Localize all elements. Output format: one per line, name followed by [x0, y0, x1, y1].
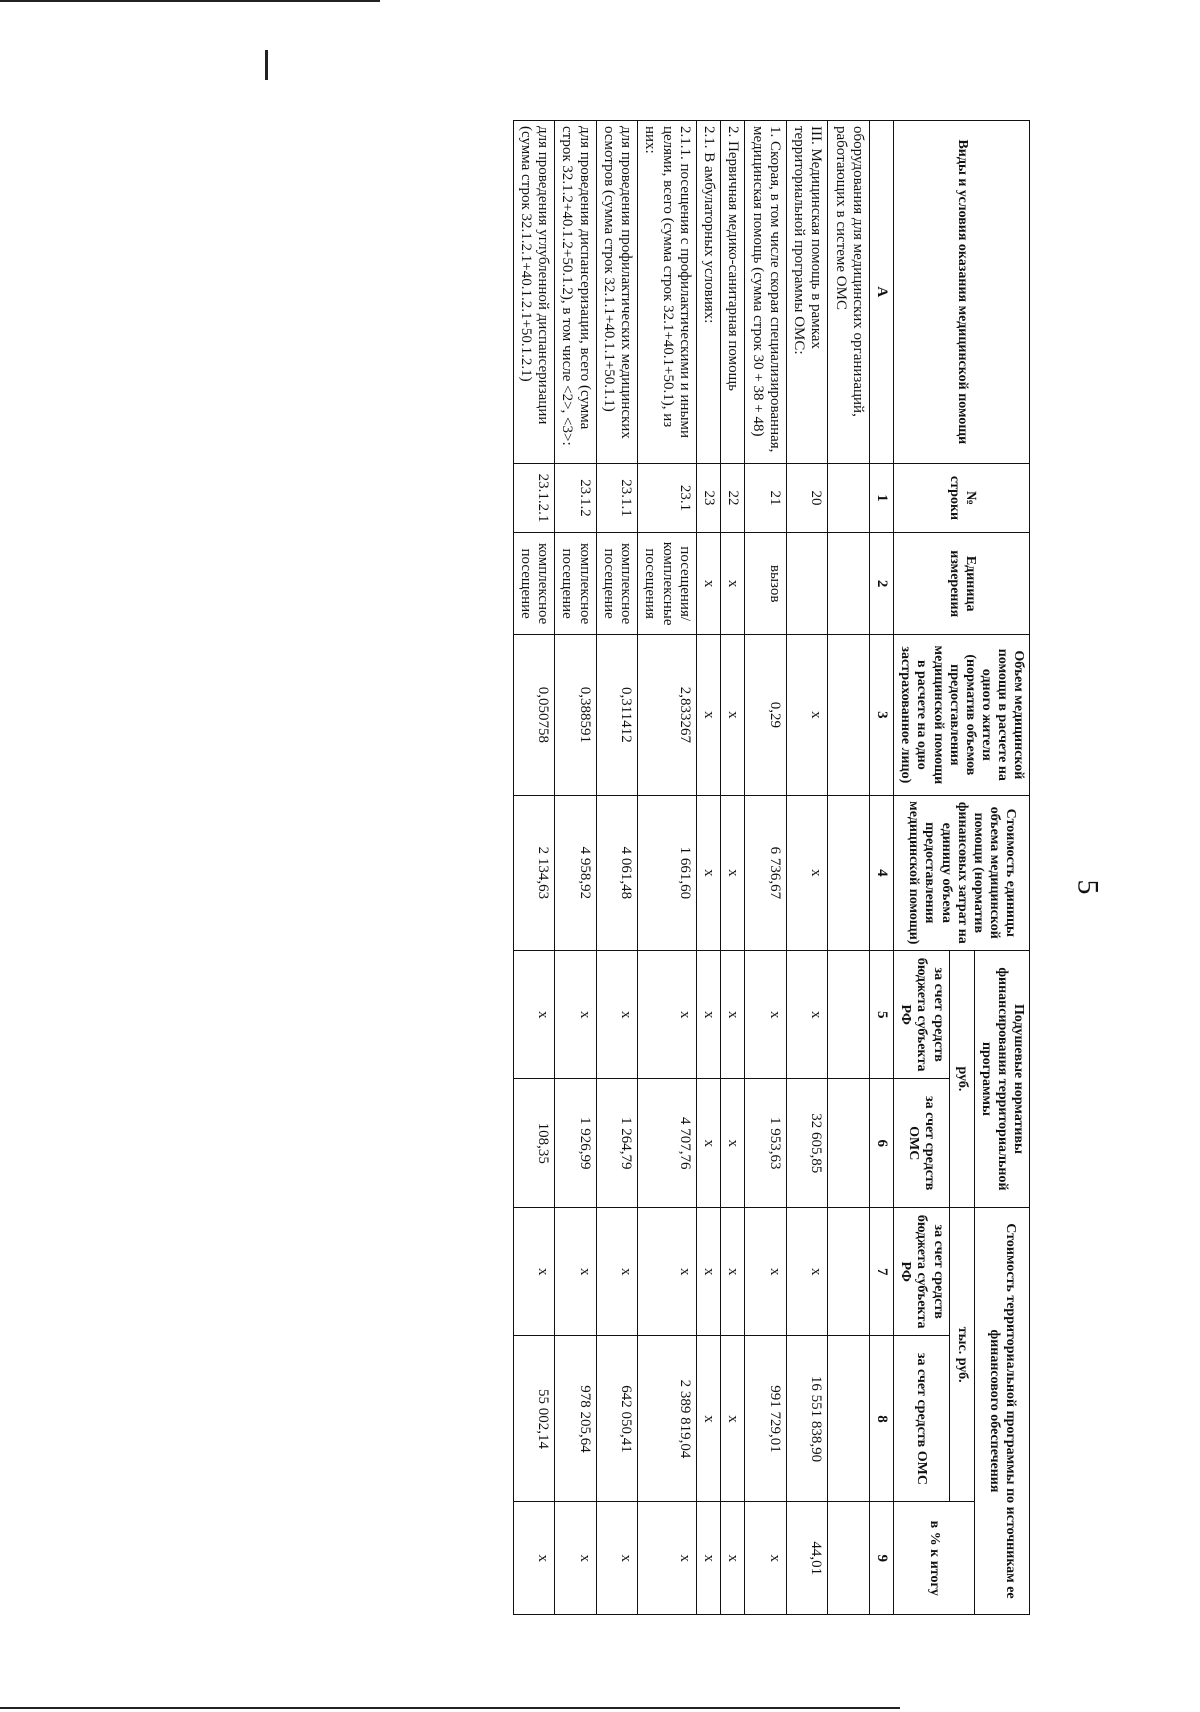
row-label-cell: 2. Первичная медико-санитарная помощь — [721, 121, 745, 464]
row-value-cell: комплексное посещение — [555, 533, 597, 635]
row-value-cell: 44,01 — [787, 1502, 829, 1615]
row-label-cell: для проведения профилактических медицинских осмотров (сумма строк 32.1.1+40.1.1+50.1.1) — [596, 121, 638, 464]
index-cell: 4 — [870, 795, 894, 950]
row-value-cell: 23.1.2 — [555, 463, 597, 533]
row-value-cell: х — [745, 1502, 787, 1615]
row-value-cell: 0,29 — [745, 635, 787, 796]
header-col-2: Единица измерения — [894, 533, 1030, 635]
row-value-cell: 32 605,85 — [787, 1079, 829, 1208]
row-value-cell — [787, 533, 829, 635]
row-value-cell: 23.1.1 — [596, 463, 638, 533]
row-value-cell: 2 134,63 — [513, 795, 555, 950]
row-value-cell: 4 707,76 — [638, 1079, 697, 1208]
row-value-cell: х — [787, 795, 829, 950]
row-value-cell: х — [638, 1502, 697, 1615]
table-row — [555, 121, 597, 1615]
row-label-cell: 2.1. В амбулаторных условиях: — [697, 121, 721, 464]
index-cell: 8 — [870, 1336, 894, 1502]
financing-table — [513, 120, 1030, 1615]
row-value-cell: х — [555, 1502, 597, 1615]
row-value-cell: 1 264,79 — [596, 1079, 638, 1208]
row-value-cell: 108,35 — [513, 1079, 555, 1208]
row-value-cell — [828, 950, 870, 1079]
row-label-cell: оборудования для медицинских организаций, работающих в системе ОМС — [828, 121, 870, 464]
row-value-cell: х — [745, 1207, 787, 1336]
header-group-per-capita: Подушевые нормативы финансирования территориальной программы — [974, 950, 1029, 1207]
row-value-cell: х — [787, 635, 829, 796]
header-sub-rub: руб. — [949, 950, 974, 1207]
row-value-cell: 4 958,92 — [555, 795, 597, 950]
row-value-cell: 2 389 819,04 — [638, 1336, 697, 1502]
row-value-cell: х — [697, 795, 721, 950]
row-value-cell: х — [596, 950, 638, 1079]
row-value-cell: х — [721, 533, 745, 635]
scan-mark-vertical — [265, 50, 268, 80]
row-value-cell: х — [697, 1207, 721, 1336]
row-value-cell: х — [721, 1207, 745, 1336]
row-value-cell — [828, 1502, 870, 1615]
row-value-cell: посещения/комплексные посещения — [638, 533, 697, 635]
page-number: 5 — [1071, 879, 1105, 895]
header-col-6: за счет средств ОМС — [894, 1079, 949, 1208]
row-value-cell: х — [555, 950, 597, 1079]
row-value-cell — [828, 1207, 870, 1336]
row-value-cell: х — [745, 950, 787, 1079]
index-cell: 3 — [870, 635, 894, 796]
row-value-cell: х — [697, 950, 721, 1079]
table-row — [697, 121, 721, 1615]
row-value-cell: х — [721, 1502, 745, 1615]
row-value-cell — [828, 1079, 870, 1208]
row-value-cell: х — [721, 1336, 745, 1502]
row-value-cell: 23.1.2.1 — [513, 463, 555, 533]
row-value-cell: 642 050,41 — [596, 1336, 638, 1502]
row-label-cell: для проведения диспансеризации, всего (сумма строк 32.1.2+40.1.2+50.1.2), в том числе <2>, <3>: — [555, 121, 597, 464]
table-row — [638, 121, 697, 1615]
header-group-cost: Стоимость территориальной программы по источникам ее финансового обеспечения — [974, 1207, 1029, 1614]
row-value-cell: 4 061,48 — [596, 795, 638, 950]
index-row — [870, 121, 894, 1615]
row-value-cell: 991 729,01 — [745, 1336, 787, 1502]
index-cell: 9 — [870, 1502, 894, 1615]
row-value-cell: х — [638, 950, 697, 1079]
row-value-cell — [828, 795, 870, 950]
row-value-cell: х — [721, 795, 745, 950]
row-value-cell: 2,833267 — [638, 635, 697, 796]
index-cell: 7 — [870, 1207, 894, 1336]
row-value-cell: х — [513, 1502, 555, 1615]
row-value-cell: вызов — [745, 533, 787, 635]
row-value-cell — [828, 533, 870, 635]
row-value-cell: х — [513, 1207, 555, 1336]
row-value-cell: 978 205,64 — [555, 1336, 597, 1502]
row-value-cell: 23.1 — [638, 463, 697, 533]
row-value-cell: 0,388591 — [555, 635, 597, 796]
row-value-cell: х — [638, 1207, 697, 1336]
header-col-5: за счет средств бюджета субъекта РФ — [894, 950, 949, 1079]
header-col-3: Объем медицинской помощи в расчете на одного жителя (норматив объемов предоставления медицинской помощи в расчете на одно застрахованное лицо) — [894, 635, 1030, 796]
index-cell: 1 — [870, 463, 894, 533]
row-label-cell: 2.1.1. посещения с профилактическими и иными целями, всего (сумма строк 32.1+40.1+50.1), из них: — [638, 121, 697, 464]
row-value-cell — [828, 1336, 870, 1502]
rotated-table-container — [90, 120, 1030, 1615]
scan-mark-top — [0, 0, 380, 2]
row-value-cell: х — [697, 533, 721, 635]
row-value-cell: х — [787, 1207, 829, 1336]
row-value-cell: х — [513, 950, 555, 1079]
table-row — [787, 121, 829, 1615]
row-value-cell: 1 953,63 — [745, 1079, 787, 1208]
row-value-cell: 20 — [787, 463, 829, 533]
row-value-cell: 6 736,67 — [745, 795, 787, 950]
header-col-8: за счет средств ОМС — [894, 1336, 949, 1502]
row-value-cell: 21 — [745, 463, 787, 533]
header-sub-tys: тыс. руб. — [949, 1207, 974, 1501]
header-col-a: Виды и условия оказания медицинской помощи — [894, 121, 1030, 464]
row-value-cell: 16 551 838,90 — [787, 1336, 829, 1502]
row-value-cell: х — [596, 1502, 638, 1615]
header-col-7: за счет средств бюджета субъекта РФ — [894, 1207, 949, 1336]
row-value-cell: 0,311412 — [596, 635, 638, 796]
index-cell: 6 — [870, 1079, 894, 1208]
index-cell: 2 — [870, 533, 894, 635]
header-col-4: Стоимость единицы объема медицинской помощи (норматив финансовых затрат на единицу объема предоставления медицинской помощи) — [894, 795, 1030, 950]
row-value-cell: 1 661,60 — [638, 795, 697, 950]
row-value-cell: х — [721, 950, 745, 1079]
header-col-9: в % к итогу — [894, 1502, 974, 1615]
row-value-cell: х — [787, 950, 829, 1079]
row-value-cell: комплексное посещение — [513, 533, 555, 635]
row-value-cell: х — [721, 1079, 745, 1208]
row-value-cell: 23 — [697, 463, 721, 533]
row-value-cell: 1 926,99 — [555, 1079, 597, 1208]
row-label-cell: для проведения углубленной диспансеризации (сумма строк 32.1.2.1+40.1.2.1+50.1.2.1) — [513, 121, 555, 464]
row-value-cell: 0,050758 — [513, 635, 555, 796]
row-value-cell — [828, 635, 870, 796]
row-value-cell: х — [555, 1207, 597, 1336]
row-value-cell: х — [596, 1207, 638, 1336]
row-value-cell — [828, 463, 870, 533]
table-row — [745, 121, 787, 1615]
row-value-cell: 22 — [721, 463, 745, 533]
table-row — [721, 121, 745, 1615]
row-value-cell: х — [697, 1079, 721, 1208]
row-label-cell: 1. Скорая, в том числе скорая специализированная, медицинская помощь (сумма строк 30 + 38 + 48) — [745, 121, 787, 464]
table-row — [828, 121, 870, 1615]
table-row — [596, 121, 638, 1615]
row-value-cell: х — [697, 1336, 721, 1502]
row-value-cell: х — [697, 635, 721, 796]
header-col-1: № строки — [894, 463, 1030, 533]
row-value-cell: х — [721, 635, 745, 796]
index-cell: 5 — [870, 950, 894, 1079]
row-label-cell: III. Медицинская помощь в рамках территориальной программы ОМС: — [787, 121, 829, 464]
table-row — [513, 121, 555, 1615]
row-value-cell: 55 002,14 — [513, 1336, 555, 1502]
row-value-cell: х — [697, 1502, 721, 1615]
index-cell: А — [870, 121, 894, 464]
row-value-cell: комплексное посещение — [596, 533, 638, 635]
scan-mark-bottom — [0, 1707, 900, 1709]
